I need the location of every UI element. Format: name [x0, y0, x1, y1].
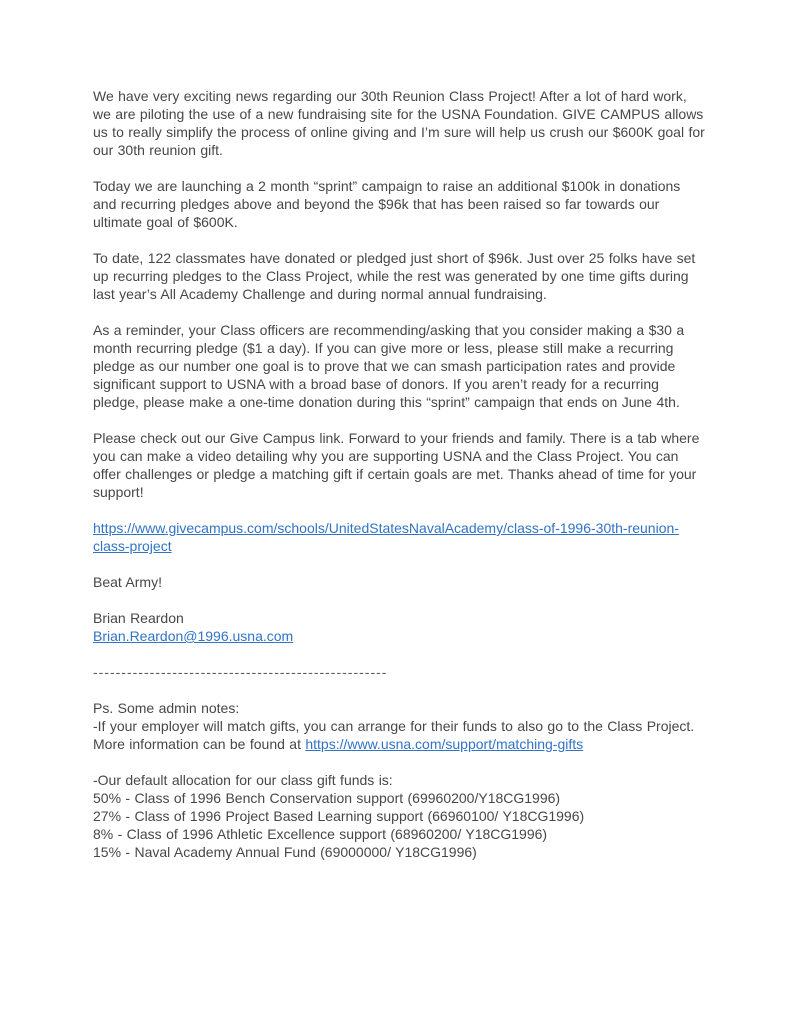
matching-gifts-link[interactable]: https://www.usna.com/support/matching-gifts	[305, 736, 584, 752]
paragraph-campaign-link	[93, 519, 706, 555]
paragraph-check-out: Please check out our Give Campus link. Forward to your friends and family. There is a tab where you can make a video detailing why you are supporting USNA and the Class Project. You can offer challenges or pledge a matching gift if certain goals are met. Thanks ahead of time for your support!	[93, 430, 700, 500]
paragraph-sprint-campaign: Today we are launching a 2 month “sprint” campaign to raise an additional $100k in donations and recurring pledges above and beyond the $96k that has been raised so far towards our ultimate goal of $600K.	[93, 178, 681, 230]
allocation-item-bench: 50% - Class of 1996 Bench Conservation support (69960200/Y18CG1996)	[93, 790, 561, 806]
allocation-item-annual-fund: 15% - Naval Academy Annual Fund (69000000/ Y18CG1996)	[93, 844, 477, 860]
paragraph-intro: We have very exciting news regarding our 30th Reunion Class Project! After a lot of hard work, we are piloting the use of a new fundraising site for the USNA Foundation. GIVE CAMPUS allows us to really simplify the process of online giving and I’m sure will help us crush our $600K goal for our 30th reunion gift.	[93, 88, 705, 158]
givecampus-campaign-link[interactable]: https://www.givecampus.com/schools/UnitedStatesNavalAcademy/class-of-1996-30th-reunion-class-project	[93, 520, 679, 554]
letter-body	[93, 87, 706, 879]
closing-line: Beat Army!	[93, 574, 162, 590]
separator-dashes: ----------------------------------------------------	[93, 664, 388, 680]
matching-gifts-text: -If your employer will match gifts, you can arrange for their funds to also go to the Class Project. More information can be found at	[93, 718, 695, 752]
allocation-heading: -Our default allocation for our class gift funds is:	[93, 772, 393, 788]
signature-email-link[interactable]: Brian.Reardon@1996.usna.com	[93, 628, 294, 644]
allocation-item-athletic-excellence: 8% - Class of 1996 Athletic Excellence support (68960200/ Y18CG1996)	[93, 826, 548, 842]
allocation-block	[93, 771, 706, 861]
signature-name: Brian Reardon	[93, 610, 184, 626]
allocation-item-project-based-learning: 27% - Class of 1996 Project Based Learning support (66960100/ Y18CG1996)	[93, 808, 585, 824]
signature-block	[93, 609, 706, 645]
paragraph-reminder: As a reminder, your Class officers are recommending/asking that you consider making a $30 a month recurring pledge ($1 a day). If you can give more or less, please still make a recurring pledge as our number one goal is to prove that we can smash participation rates and provide significant support to USNA with a broad base of donors. If you aren’t ready for a recurring pledge, please make a one-time donation during this “sprint” campaign that ends on June 4th.	[93, 322, 685, 410]
admin-notes-heading: Ps. Some admin notes:	[93, 700, 240, 716]
paragraph-to-date: To date, 122 classmates have donated or pledged just short of $96k. Just over 25 folks have set up recurring pledges to the Class Project, while the rest was generated by one time gifts during last year’s All Academy Challenge and during normal annual fundraising.	[93, 250, 696, 302]
admin-notes-block	[93, 699, 706, 753]
